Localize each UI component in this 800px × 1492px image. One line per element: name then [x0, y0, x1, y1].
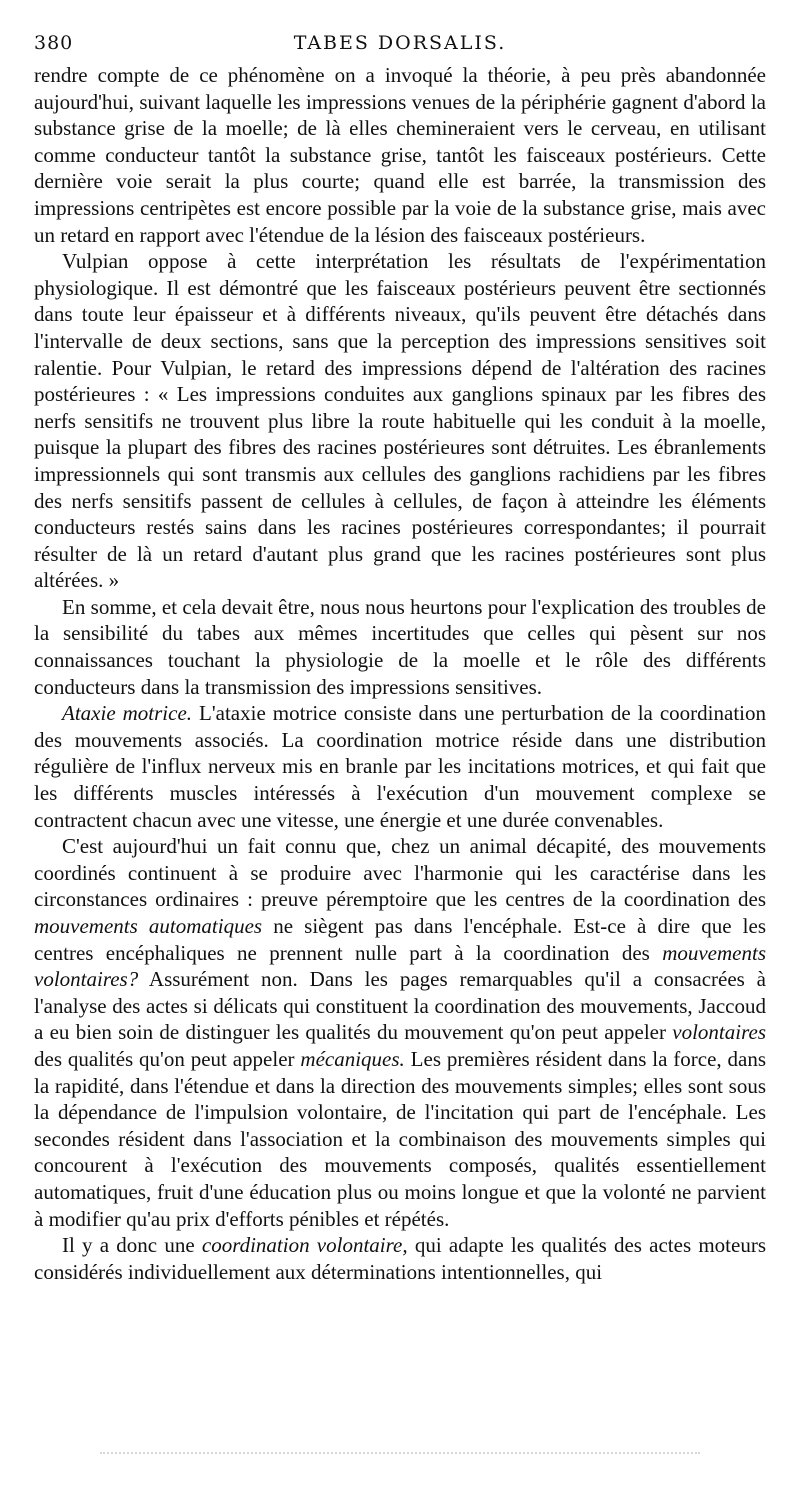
paragraph [34, 700, 766, 833]
text-run: des qualités qu'on peut appeler [34, 1046, 301, 1071]
text-run: rendre compte de ce phénomène on a invoqué la théorie, à peu près abandonnée aujourd'hui, suivant laquelle les impressions venues de la périphérie gagnent d'abord la substance grise de la moelle; de là elles chemineraient vers le cerveau, en utilisant comme conducteur tantôt la substance grise, tantôt les faisceaux postérieurs. Cette dernière voie serait la plus courte; quand elle est barrée, la transmission des impressions centripètes est encore possible par la voie de la substance grise, mais avec un retard en rapport avec l'étendue de la lésion des faisceaux postérieurs. [34, 63, 766, 247]
text-run: C'est aujourd'hui un fait connu que, chez un animal décapité, des mouvements coordinés continuent à se produire avec l'harmonie qui les caractérise dans les circonstances ordinaires : preuve péremptoire que les centres de la coordination des [34, 834, 766, 912]
text-run: Les premières résident dans la force, dans la rapidité, dans l'étendue et dans la direction des mouvements simples; elles sont sous la dépendance de l'impulsion volontaire, de l'incitation qui part de l'encéphale. Les secondes résident dans l'association et la combinaison des mouvements simples qui concourent à l'exécution des mouvements composés, qualités essentiellement automatiques, fruit d'une éducation plus ou moins longue et que la volonté ne parvient à modifier qu'au prix d'efforts pénibles et répétés. [34, 1046, 767, 1231]
text-run: Vulpian oppose à cette interprétation les résultats de l'expérimentation physiologique. Il est démontré que les faisceaux postérieurs peuvent être sectionnés dans toute leur épaisseur et à différents niveaux, qu'ils peuvent être détachés dans l'intervalle de deux sections, sans que la perception des impressions sensitives soit ralentie. Pour Vulpian, le retard des impressions dépend de l'altération des racines postérieures : « Les impressions conduites aux ganglions spinaux par les fibres des nerfs sensitifs ne trouvent plus libre la route habituelle qui les conduit à la moelle, puisque la plupart des fibres des racines postérieures sont détruites. Les ébranlements impressionnels qui sont transmis aux cellules des ganglions rachidiens par les fibres des nerfs sensitifs passent de cellules à cellules, de façon à atteindre les éléments conducteurs restés sains dans les racines postérieures correspondantes; il pourrait résulter de là un retard d'autant plus grand que les racines postérieures sont plus altérées. » [34, 249, 766, 593]
text-run: Il y a donc une [62, 1233, 202, 1258]
italic-phrase: Ataxie motrice. [62, 701, 193, 726]
page-number: 380 [34, 32, 74, 54]
body-text [34, 62, 766, 1285]
paragraph [34, 248, 766, 594]
italic-phrase: mécaniques. [300, 1046, 405, 1071]
text-run: qui adapte les qualités des actes moteurs considérés individuellement aux déterminations intentionnelles, qui [34, 1233, 767, 1284]
paragraph [34, 833, 766, 1232]
italic-phrase: mouvements automatiques [34, 914, 263, 938]
text-run: L'ataxie motrice consiste dans une perturbation de la coordination des mouvements associés. La coordination motrice réside dans une distribution régulière de l'influx nerveux mis en branle par les incitations motrices, et qui fait que les différents muscles intéressés à l'exécution d'un mouvement complexe se contractent chacun avec une vitesse, une énergie et une durée convenables. [34, 701, 766, 832]
running-title: TABES DORSALIS. [293, 32, 507, 54]
italic-phrase: mouvements volontaires? [34, 940, 766, 992]
book-page [34, 28, 766, 1285]
page-bottom-specks [100, 1452, 700, 1458]
italic-phrase: coordination volontaire, [201, 1233, 408, 1258]
paragraph [34, 594, 766, 700]
text-run: Assurément non. Dans les pages remarquables qu'il a consacrées à l'analyse des actes si délicats qui constituent la coordination des mouvements, Jaccoud a eu bien soin de distinguer les qualités du mouvement qu'on peut appeler [34, 967, 766, 1045]
italic-phrase: volontaires [672, 1020, 766, 1045]
paragraph [34, 1232, 766, 1285]
text-run: En somme, et cela devait être, nous nous heurtons pour l'explication des troubles de la sensibilité du tabes aux mêmes incertitudes que celles qui pèsent sur nos connaissances touchant la physiologie de la moelle et le rôle des différents conducteurs dans la transmission des impressions sensitives. [34, 594, 766, 699]
text-run: ne siègent pas dans l'encéphale. Est-ce à dire que les centres encéphaliques ne prennent nulle part à la coordination des [34, 914, 766, 965]
running-header [34, 28, 766, 62]
paragraph [34, 62, 766, 248]
